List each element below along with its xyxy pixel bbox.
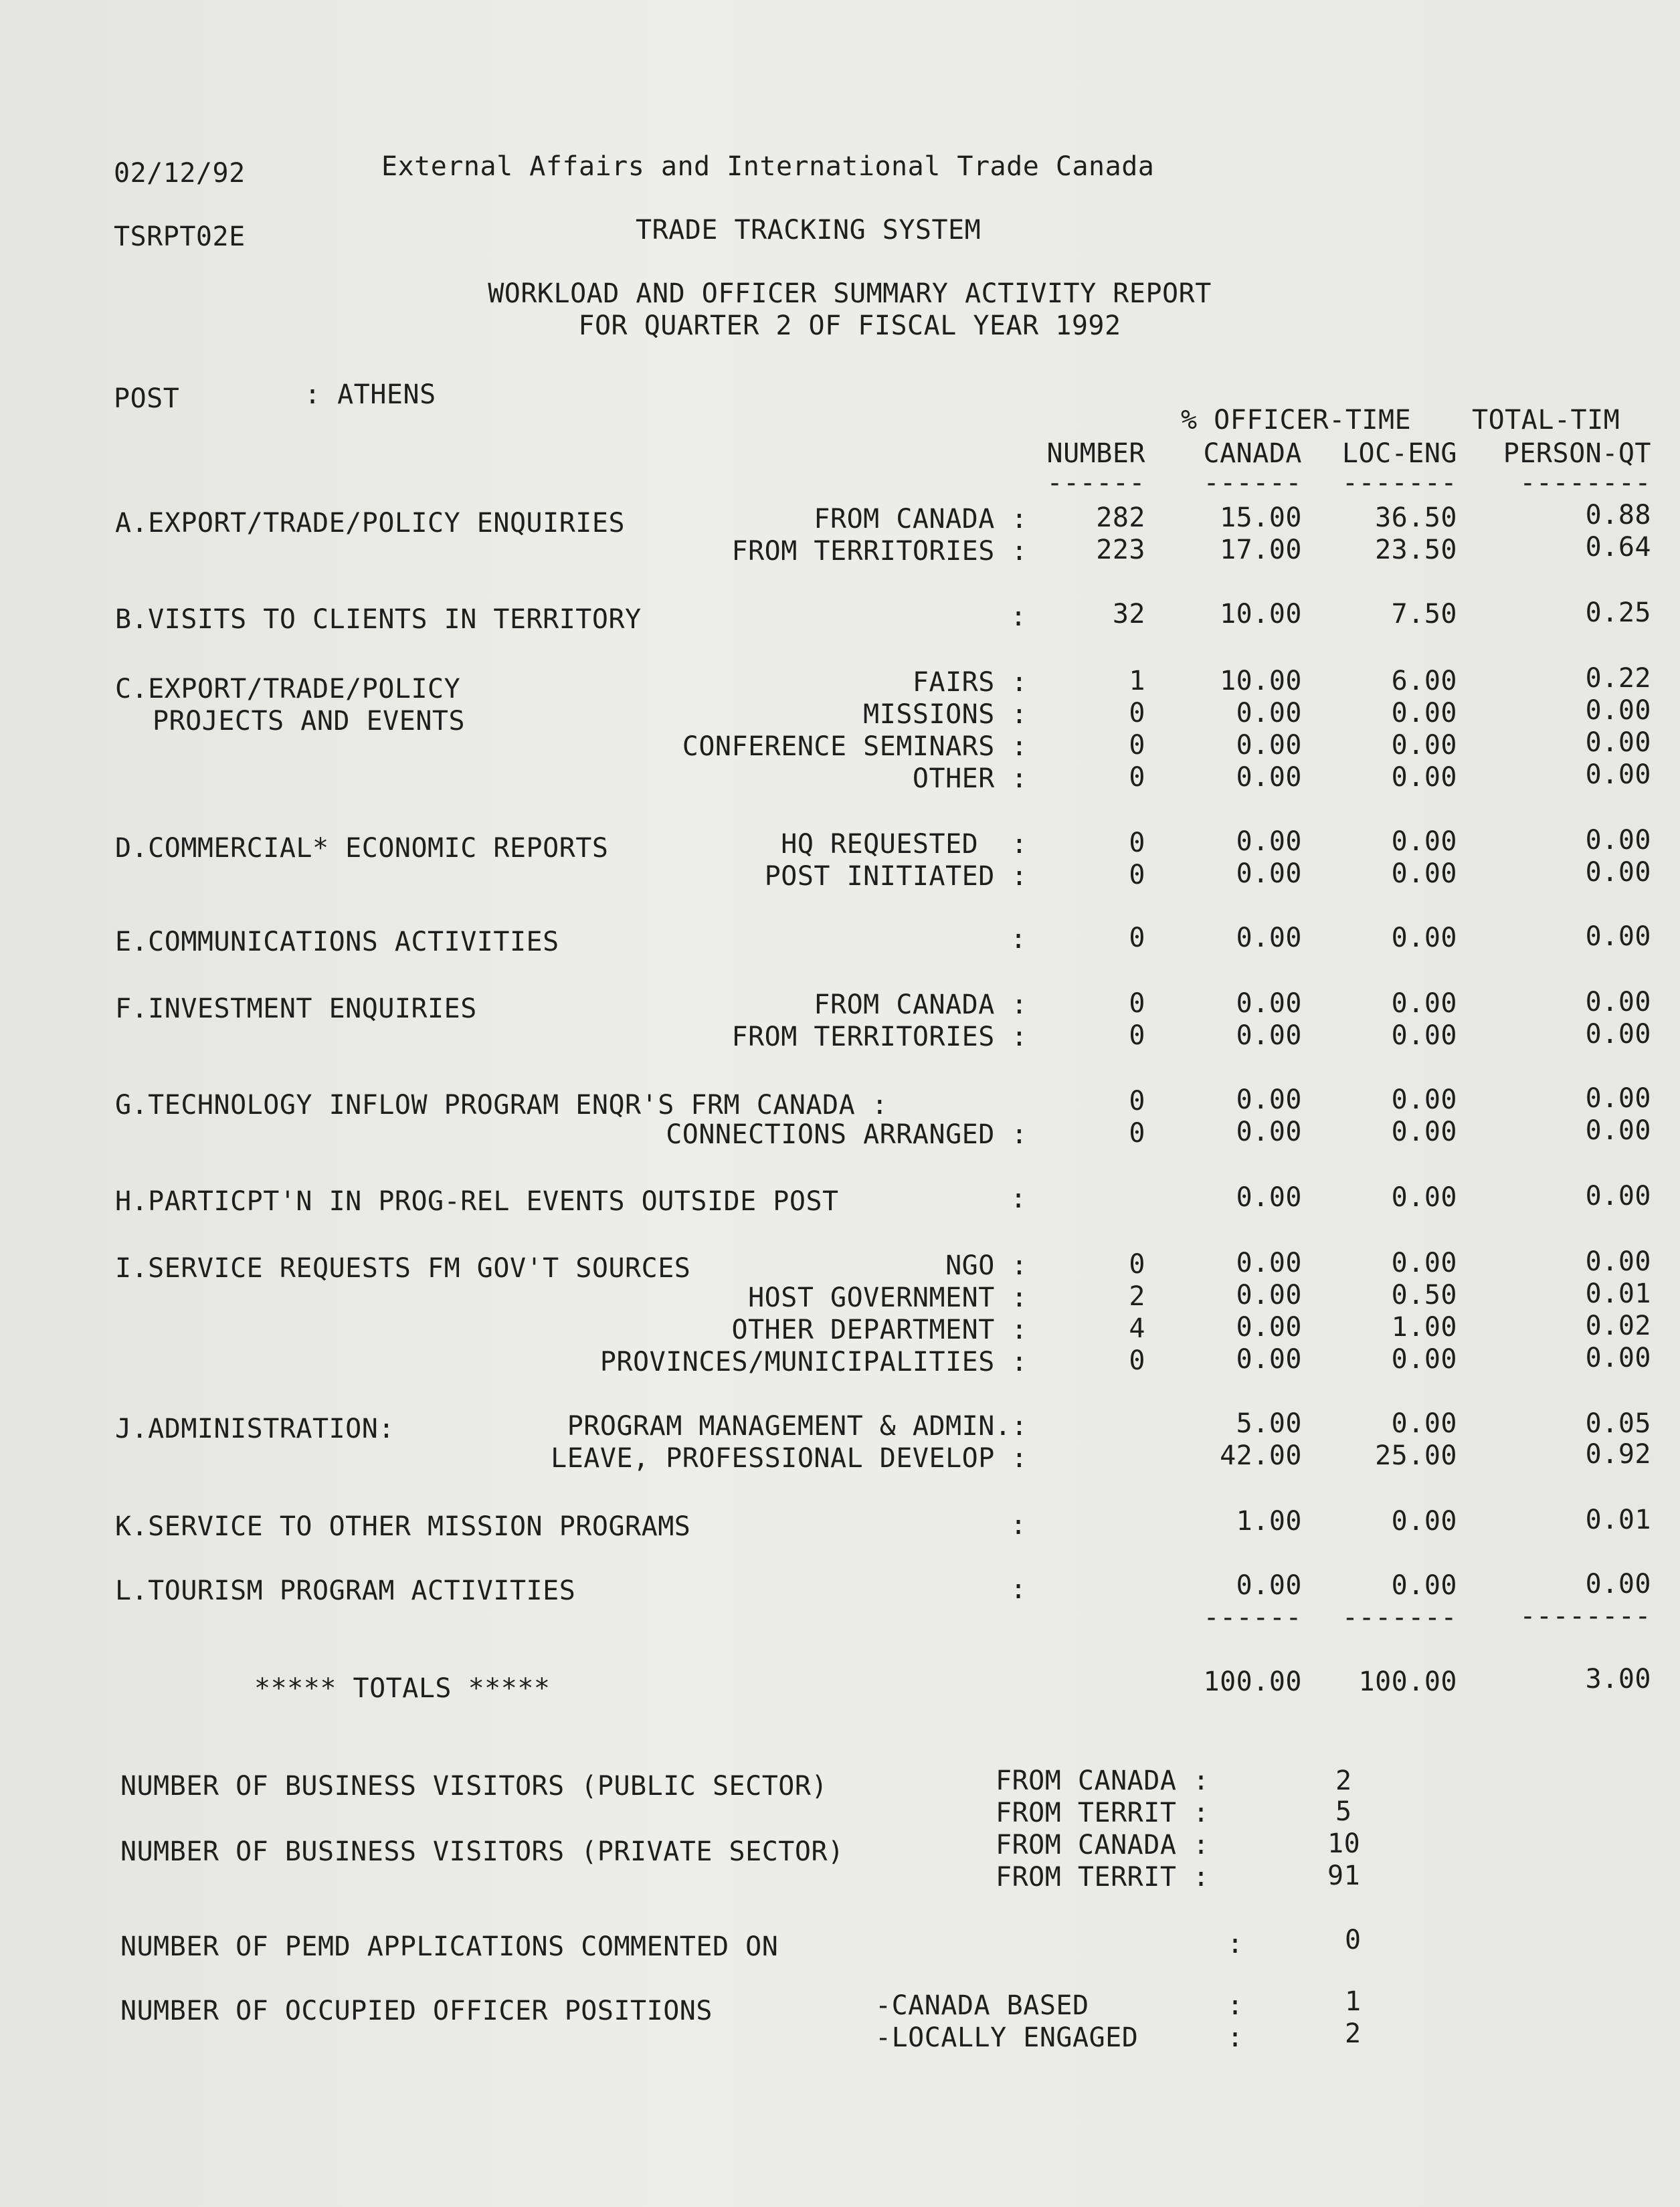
row-i-sub-host-government: HOST GOVERNMENT :	[748, 1282, 1028, 1313]
row-l-person: 0.00	[1585, 1569, 1651, 1600]
row-i-person: 0.02	[1585, 1311, 1651, 1341]
row-i-canada: 0.00	[1236, 1280, 1302, 1311]
report-title: WORKLOAD AND OFFICER SUMMARY ACTIVITY REPORT	[488, 278, 1212, 309]
row-l-canada: 0.00	[1236, 1570, 1302, 1601]
totals-rule: --------	[1519, 1601, 1651, 1632]
totals-canada: 100.00	[1203, 1666, 1302, 1697]
row-c-title: C.EXPORT/TRADE/POLICY	[115, 674, 461, 704]
visitors-private-territ-value: 91	[1327, 1860, 1361, 1891]
col-header-total-time: TOTAL-TIM	[1472, 405, 1620, 436]
col-header-canada: CANADA	[1203, 438, 1302, 469]
row-d-person: 0.00	[1585, 857, 1651, 888]
row-h-canada: 0.00	[1236, 1182, 1302, 1213]
row-g-loceng: 0.00	[1391, 1117, 1457, 1147]
row-c-sub-other: OTHER :	[912, 763, 1028, 794]
row-i-number: 0	[1129, 1249, 1145, 1280]
row-i-loceng: 0.00	[1391, 1344, 1457, 1375]
row-g-canada: 0.00	[1236, 1117, 1302, 1147]
totals-loceng: 100.00	[1358, 1666, 1457, 1697]
row-a-loceng: 36.50	[1375, 502, 1457, 533]
row-a-canada: 17.00	[1220, 535, 1302, 565]
row-c-loceng: 0.00	[1391, 762, 1457, 793]
row-i-loceng: 0.00	[1391, 1248, 1457, 1278]
row-d-sub-post-initiated: POST INITIATED :	[764, 861, 1028, 892]
row-g-loceng: 0.00	[1391, 1084, 1457, 1115]
row-c-person: 0.22	[1585, 663, 1651, 694]
visitors-public-territ-value: 5	[1335, 1796, 1352, 1827]
row-h-colon: :	[1010, 1183, 1027, 1214]
row-i-person: 0.01	[1585, 1278, 1651, 1309]
row-k-canada: 1.00	[1236, 1506, 1302, 1537]
row-d-number: 0	[1129, 860, 1145, 890]
row-e-loceng: 0.00	[1391, 923, 1457, 953]
visitors-public-from-canada: FROM CANADA :	[996, 1765, 1210, 1796]
row-f-number: 0	[1129, 988, 1145, 1019]
row-j-canada: 5.00	[1236, 1408, 1302, 1439]
row-c-title-cont: PROJECTS AND EVENTS	[153, 706, 466, 737]
officers-canada-value: 1	[1345, 1986, 1362, 2017]
officers-local-value: 2	[1345, 2018, 1362, 2049]
row-e-person: 0.00	[1585, 921, 1651, 952]
row-f-canada: 0.00	[1236, 988, 1302, 1019]
row-b-colon: :	[1010, 601, 1027, 632]
row-a-number: 282	[1096, 502, 1145, 533]
row-d-loceng: 0.00	[1391, 826, 1457, 857]
col-rule: ------	[1203, 468, 1302, 498]
row-d-sub-hq-requested: HQ REQUESTED :	[781, 829, 1028, 860]
row-i-canada: 0.00	[1236, 1248, 1302, 1278]
pemd-label: NUMBER OF PEMD APPLICATIONS COMMENTED ON	[120, 1931, 779, 1962]
row-c-sub-conference: CONFERENCE SEMINARS :	[682, 731, 1028, 762]
row-g-canada: 0.00	[1236, 1084, 1302, 1115]
row-k-title: K.SERVICE TO OTHER MISSION PROGRAMS	[115, 1511, 691, 1542]
row-f-loceng: 0.00	[1391, 988, 1457, 1019]
row-i-number: 0	[1129, 1345, 1145, 1376]
row-l-colon: :	[1010, 1574, 1027, 1605]
post-label: POST	[114, 383, 180, 414]
row-f-title: F.INVESTMENT ENQUIRIES	[115, 993, 477, 1024]
row-l-title: L.TOURISM PROGRAM ACTIVITIES	[115, 1575, 576, 1606]
row-k-colon: :	[1010, 1510, 1027, 1541]
row-h-person: 0.00	[1585, 1181, 1651, 1212]
row-g-person: 0.00	[1585, 1115, 1651, 1146]
totals-person: 3.00	[1585, 1664, 1651, 1695]
row-i-sub-other-department: OTHER DEPARTMENT :	[731, 1315, 1028, 1345]
row-a-loceng: 23.50	[1375, 535, 1457, 565]
row-g-number: 0	[1129, 1118, 1145, 1149]
visitors-public-canada-value: 2	[1335, 1765, 1352, 1796]
row-c-person: 0.00	[1585, 695, 1651, 726]
officers-local-label: -LOCALLY ENGAGED	[875, 2022, 1139, 2053]
row-i-loceng: 0.50	[1391, 1280, 1457, 1311]
row-f-canada: 0.00	[1236, 1020, 1302, 1051]
row-a-sub-from-canada: FROM CANADA :	[814, 504, 1028, 535]
row-a-sub-from-territories: FROM TERRITORIES :	[731, 536, 1028, 567]
row-b-title: B.VISITS TO CLIENTS IN TERRITORY	[115, 604, 642, 635]
row-i-person: 0.00	[1585, 1246, 1651, 1277]
totals-rule: -------	[1341, 1602, 1457, 1633]
report-subtitle: FOR QUARTER 2 OF FISCAL YEAR 1992	[578, 310, 1121, 341]
row-i-loceng: 1.00	[1391, 1312, 1457, 1343]
col-header-loc-eng: LOC-ENG	[1341, 438, 1457, 469]
row-f-number: 0	[1129, 1020, 1145, 1051]
row-j-person: 0.05	[1585, 1408, 1651, 1439]
row-b-person: 0.25	[1585, 597, 1651, 628]
row-d-number: 0	[1129, 828, 1145, 858]
row-j-canada: 42.00	[1220, 1440, 1302, 1471]
report-date: 02/12/92	[114, 158, 246, 189]
row-e-number: 0	[1129, 923, 1145, 953]
col-header-number: NUMBER	[1046, 438, 1145, 469]
row-d-canada: 0.00	[1236, 858, 1302, 889]
post-value: : ATHENS	[304, 379, 436, 410]
row-f-sub-from-territories: FROM TERRITORIES :	[731, 1022, 1028, 1052]
row-j-person: 0.92	[1585, 1439, 1651, 1470]
visitors-private-canada-value: 10	[1327, 1828, 1361, 1859]
organization-name: External Affairs and International Trade Canada	[381, 151, 1155, 182]
officers-canada-colon: :	[1227, 1990, 1244, 2021]
row-j-title: J.ADMINISTRATION:	[115, 1414, 395, 1444]
row-c-number: 0	[1129, 762, 1145, 793]
row-c-number: 1	[1129, 666, 1145, 696]
row-l-loceng: 0.00	[1391, 1570, 1457, 1601]
row-i-canada: 0.00	[1236, 1344, 1302, 1375]
col-rule: ------	[1046, 468, 1145, 498]
row-i-number: 4	[1129, 1313, 1145, 1344]
row-a-number: 223	[1096, 535, 1145, 565]
row-b-loceng: 7.50	[1391, 599, 1457, 630]
row-a-canada: 15.00	[1220, 502, 1302, 533]
pemd-colon: :	[1227, 1929, 1244, 1959]
row-f-person: 0.00	[1585, 1019, 1651, 1050]
visitors-public-from-territ: FROM TERRIT :	[996, 1798, 1210, 1828]
row-a-title: A.EXPORT/TRADE/POLICY ENQUIRIES	[115, 508, 626, 539]
row-i-person: 0.00	[1585, 1343, 1651, 1373]
row-e-colon: :	[1010, 924, 1027, 955]
row-a-person: 0.88	[1585, 500, 1651, 531]
visitors-private-from-territ: FROM TERRIT :	[996, 1862, 1210, 1893]
row-h-loceng: 0.00	[1391, 1182, 1457, 1213]
col-rule: --------	[1519, 468, 1651, 498]
row-c-person: 0.00	[1585, 727, 1651, 758]
system-name: TRADE TRACKING SYSTEM	[636, 215, 982, 246]
row-j-sub-program-management: PROGRAM MANAGEMENT & ADMIN.:	[567, 1411, 1028, 1442]
row-c-canada: 0.00	[1236, 762, 1302, 793]
row-g-title: G.TECHNOLOGY INFLOW PROGRAM ENQR'S FRM CANADA :	[115, 1090, 889, 1121]
row-f-loceng: 0.00	[1391, 1020, 1457, 1051]
row-c-sub-missions: MISSIONS :	[863, 699, 1028, 730]
row-c-canada: 0.00	[1236, 698, 1302, 729]
row-h-title: H.PARTICPT'N IN PROG-REL EVENTS OUTSIDE POST	[115, 1186, 839, 1217]
row-i-sub-provinces: PROVINCES/MUNICIPALITIES :	[599, 1347, 1028, 1377]
row-c-loceng: 0.00	[1391, 730, 1457, 761]
row-j-loceng: 25.00	[1375, 1440, 1457, 1471]
row-i-title: I.SERVICE REQUESTS FM GOV'T SOURCES	[115, 1253, 691, 1284]
col-rule: -------	[1341, 468, 1457, 498]
row-e-title: E.COMMUNICATIONS ACTIVITIES	[115, 927, 559, 957]
report-code: TSRPT02E	[114, 221, 246, 252]
col-header-person-qt: PERSON-QT	[1503, 438, 1651, 469]
row-g-person: 0.00	[1585, 1083, 1651, 1114]
row-g-sub-connections: CONNECTIONS ARRANGED :	[666, 1119, 1028, 1150]
row-f-sub-from-canada: FROM CANADA :	[814, 989, 1028, 1020]
row-c-person: 0.00	[1585, 759, 1651, 790]
visitors-private-from-canada: FROM CANADA :	[996, 1830, 1210, 1860]
row-e-canada: 0.00	[1236, 923, 1302, 953]
row-k-person: 0.01	[1585, 1505, 1651, 1535]
row-c-loceng: 6.00	[1391, 666, 1457, 696]
row-g-number: 0	[1129, 1086, 1145, 1117]
col-header-pct-officer-time: % OFFICER-TIME	[1181, 405, 1412, 436]
officers-canada-label: -CANADA BASED	[875, 1990, 1089, 2021]
pemd-value: 0	[1345, 1925, 1362, 1955]
row-j-loceng: 0.00	[1391, 1408, 1457, 1439]
row-b-number: 32	[1112, 599, 1145, 630]
row-c-canada: 0.00	[1236, 730, 1302, 761]
row-j-sub-leave: LEAVE, PROFESSIONAL DEVELOP :	[551, 1443, 1028, 1474]
totals-rule: ------	[1203, 1602, 1302, 1633]
row-d-canada: 0.00	[1236, 826, 1302, 857]
officers-label: NUMBER OF OCCUPIED OFFICER POSITIONS	[120, 1996, 713, 2026]
row-c-number: 0	[1129, 730, 1145, 761]
row-k-loceng: 0.00	[1391, 1506, 1457, 1537]
row-d-loceng: 0.00	[1391, 858, 1457, 889]
row-i-canada: 0.00	[1236, 1312, 1302, 1343]
officers-local-colon: :	[1227, 2022, 1244, 2053]
visitors-private-label: NUMBER OF BUSINESS VISITORS (PRIVATE SECTOR)	[120, 1836, 844, 1867]
visitors-public-label: NUMBER OF BUSINESS VISITORS (PUBLIC SECTOR)	[120, 1771, 828, 1802]
row-i-number: 2	[1129, 1281, 1145, 1312]
row-c-canada: 10.00	[1220, 666, 1302, 696]
row-b-canada: 10.00	[1220, 599, 1302, 630]
row-c-loceng: 0.00	[1391, 698, 1457, 729]
row-i-sub-ngo: NGO :	[945, 1250, 1028, 1281]
row-f-person: 0.00	[1585, 987, 1651, 1018]
totals-label: ***** TOTALS *****	[254, 1673, 551, 1704]
row-a-person: 0.64	[1585, 532, 1651, 563]
row-c-number: 0	[1129, 698, 1145, 729]
row-d-title: D.COMMERCIAL* ECONOMIC REPORTS	[115, 833, 609, 864]
row-c-sub-fairs: FAIRS :	[912, 667, 1028, 698]
row-d-person: 0.00	[1585, 825, 1651, 856]
